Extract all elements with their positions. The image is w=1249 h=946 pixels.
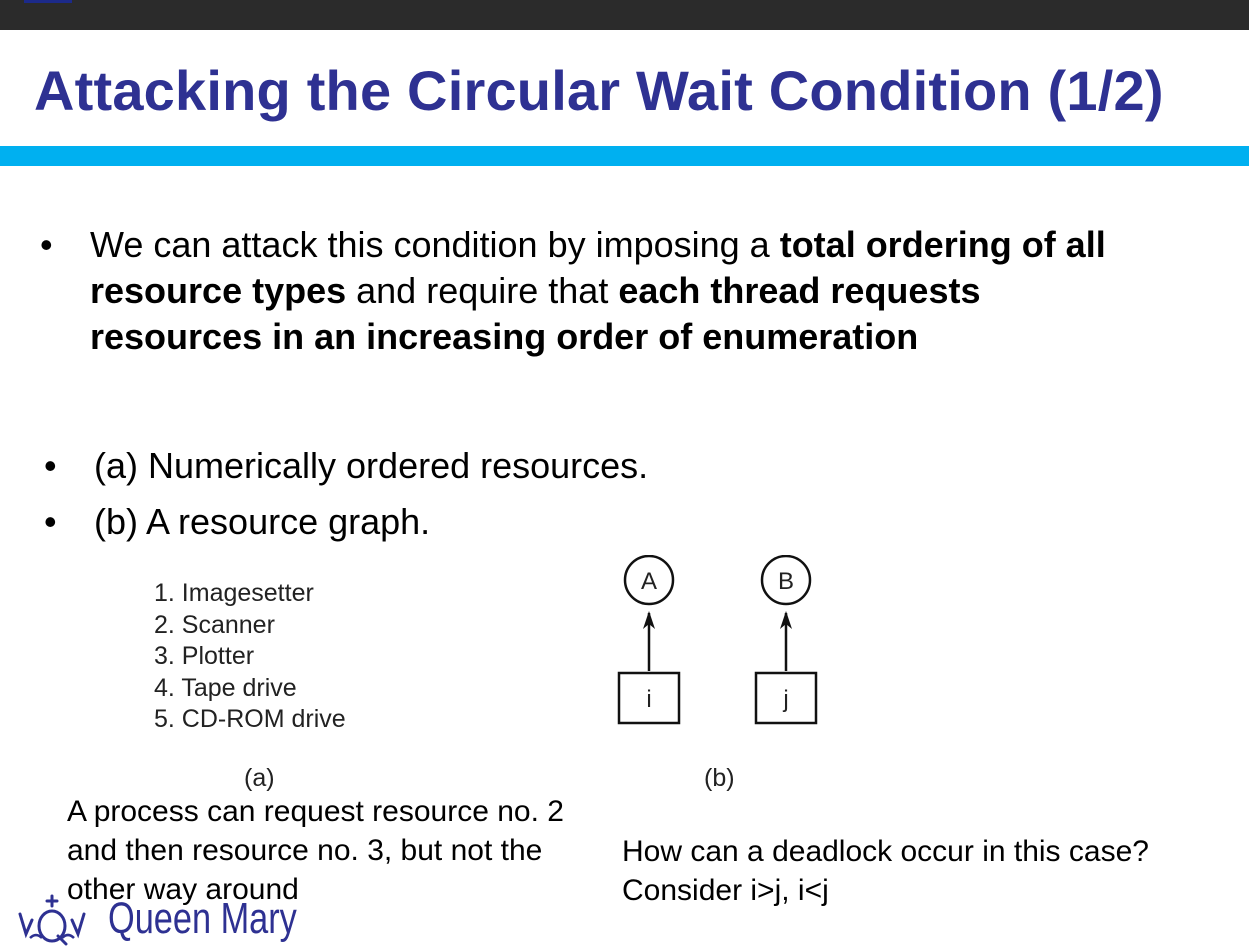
- top-bar: [0, 0, 1249, 30]
- note-right: How can a deadlock occur in this case? Consider i>j, i<j: [622, 835, 1149, 907]
- main-bullet-part2: and require that: [346, 270, 619, 311]
- resource-node-a-label: A: [640, 568, 658, 595]
- main-bullet-bold2: each thread requests resources in an increasing order of enumeration: [90, 270, 981, 357]
- bullet-dot: •: [44, 445, 57, 486]
- queen-mary-crest-icon: [16, 890, 88, 946]
- process-node-j-label: j: [783, 686, 789, 713]
- bullet-b: [44, 502, 430, 542]
- resource-node-b-label: B: [777, 568, 795, 595]
- figure-a-label: (a): [244, 764, 275, 792]
- slide-title: Attacking the Circular Wait Condition (1/2): [34, 59, 1164, 122]
- figure-b-label: (b): [704, 764, 735, 792]
- bullet-dot: •: [40, 224, 53, 265]
- main-bullet-text: [90, 222, 1160, 360]
- logo-text: Queen Mary: [108, 894, 297, 943]
- bullet-a-text: (a) Numerically ordered resources.: [94, 445, 649, 486]
- process-node-i-label: i: [646, 686, 652, 713]
- queen-mary-logo: [16, 890, 296, 946]
- note-left: A process can request resource no. 2 and then resource no. 3, but not the other way around: [67, 795, 564, 906]
- main-bullet: [40, 222, 1160, 360]
- bullet-a: [44, 446, 648, 486]
- resource-item: 5. CD-ROM drive: [154, 705, 346, 733]
- bullet-b-text: (b) A resource graph.: [94, 501, 431, 542]
- resource-item: 2. Scanner: [154, 610, 275, 639]
- resource-item: 3. Plotter: [154, 642, 255, 670]
- bullet-dot: •: [44, 501, 57, 542]
- resource-graph: [600, 555, 840, 735]
- resource-item: 1. Imagesetter: [154, 579, 314, 607]
- graph-pair-2: [756, 556, 816, 723]
- resource-list: [154, 578, 346, 736]
- main-bullet-part1: We can attack this condition by imposing a: [90, 224, 780, 265]
- top-bar-sliver: [24, 0, 72, 3]
- title-accent-bar: [0, 146, 1249, 166]
- main-bullet-bold1: total ordering of all resource types: [90, 224, 1106, 311]
- resource-item: 4. Tape drive: [154, 673, 297, 702]
- graph-pair-1: [619, 556, 679, 723]
